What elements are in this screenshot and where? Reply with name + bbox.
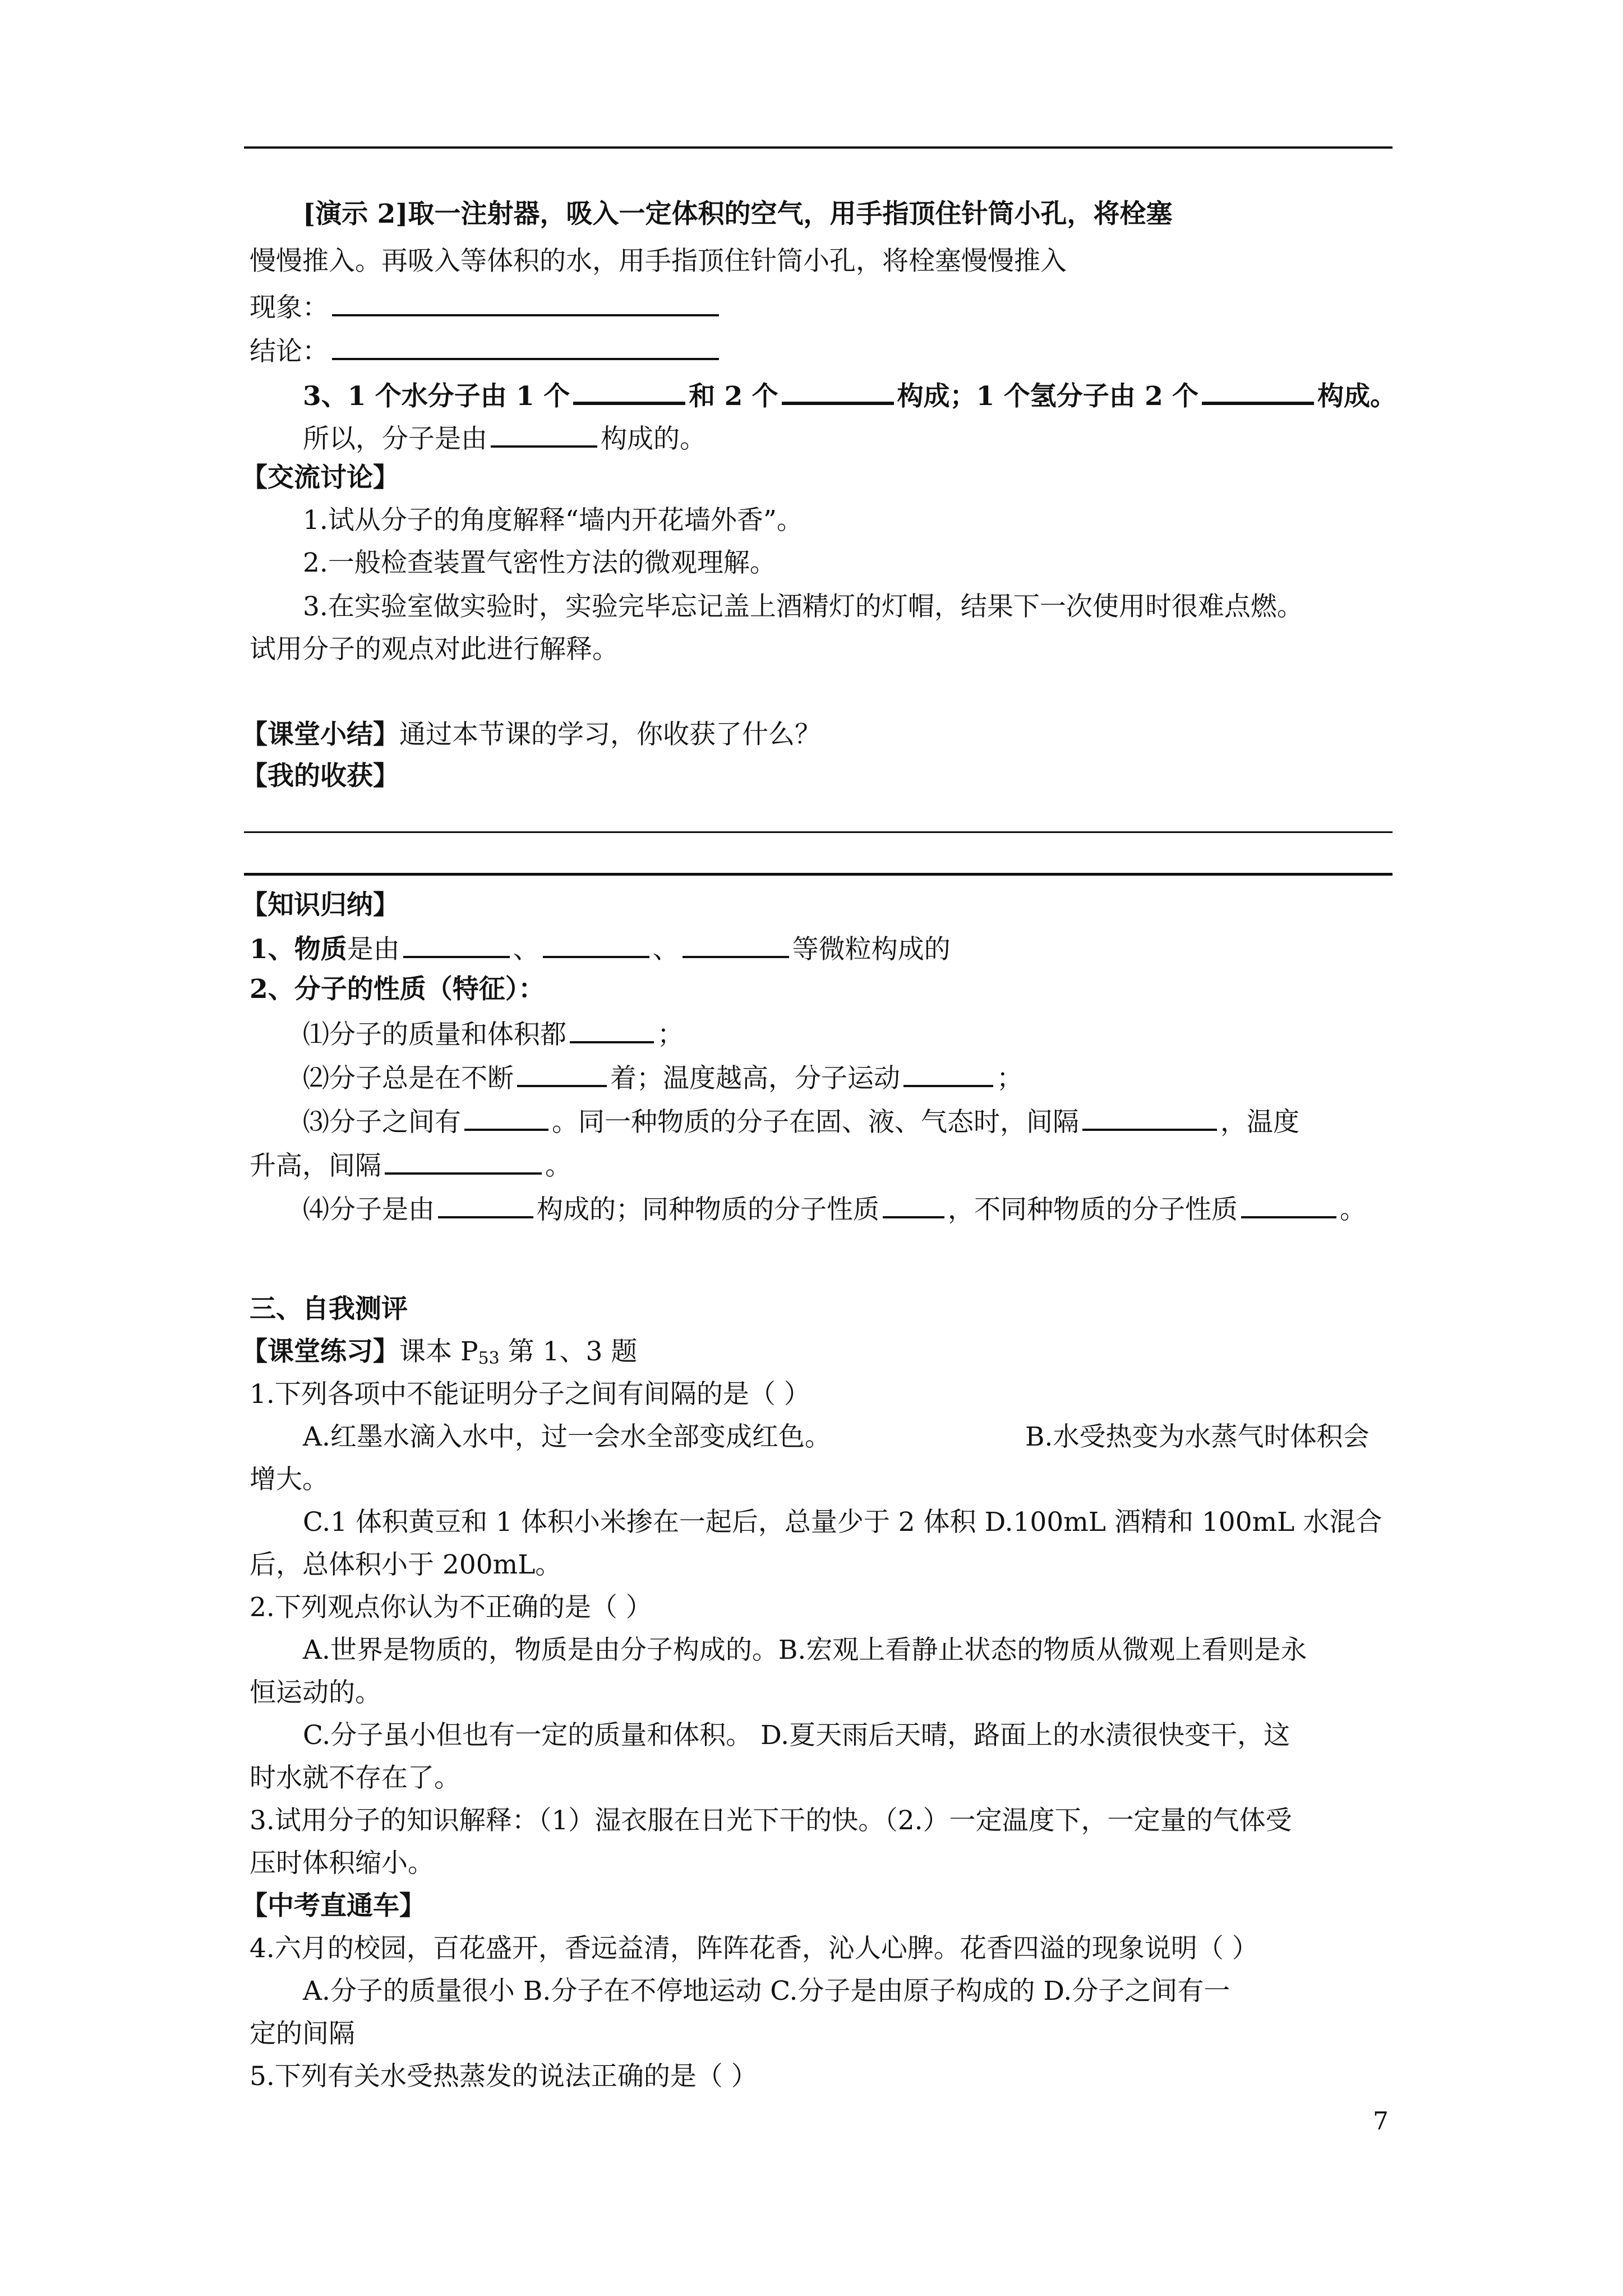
q1-option-a: A.红墨水滴入水中，过一会水全部变成红色。 [303, 1421, 831, 1452]
blank[interactable] [570, 1014, 654, 1043]
blank[interactable] [464, 1102, 548, 1131]
blank[interactable] [1241, 1189, 1336, 1218]
question-4: 4.六月的校园，百花盛开，香远益清，阵阵花香，沁人心脾。花香四溢的现象说明（ ） [250, 1933, 1258, 1964]
discussion-heading: 【交流讨论】 [241, 462, 399, 493]
header-rule [244, 146, 1393, 149]
blank[interactable] [385, 1145, 542, 1175]
conclusion-blank[interactable] [332, 331, 719, 360]
summary-line [241, 717, 821, 753]
property-1: ⑴分子的质量和体积都 ； [303, 1014, 684, 1053]
q3-line1: 3、1 个水分子由 1 个 和 2 个 构成；1 个氢分子由 2 个 构成。 [303, 375, 1396, 415]
blank[interactable] [491, 418, 597, 448]
question-2: 2.下列观点你认为不正确的是（ ） [250, 1592, 652, 1623]
property-2: ⑵分子总是在不断 着；温度越高，分子运动 ； [303, 1058, 1023, 1097]
q1-option-b: B.水受热变为水蒸气时体积会 [1025, 1421, 1370, 1452]
knowledge-line-2: 2、分子的性质（特征）： [250, 974, 545, 1005]
blank[interactable] [782, 375, 894, 405]
phenomenon-blank[interactable] [332, 287, 719, 316]
exam-heading: 【中考直通车】 [241, 1890, 426, 1921]
q1-option-c: C.1 体积黄豆和 1 体积小米掺在一起后，总量少于 2 体积 D.100mL 酒精和 100mL 水混合 [303, 1507, 1382, 1538]
knowledge-line-1: 1、物质是由 、 、 等微粒构成的 [250, 929, 951, 968]
blank[interactable] [573, 375, 685, 405]
answer-rule-2 [244, 873, 1393, 876]
blank[interactable] [517, 1058, 607, 1087]
blank[interactable] [903, 1058, 993, 1087]
conclusion-line [250, 331, 722, 370]
discussion-item-3-cont: 试用分子的观点对此进行解释。 [250, 634, 619, 665]
discussion-item-1: 1.试从分子的角度解释“墙内开花墙外香”。 [303, 505, 803, 536]
practice-line: 【课堂练习】课本 $P_{53}$ 第 1、3 题 [241, 1336, 638, 1368]
blank[interactable] [403, 929, 510, 958]
question-3-cont: 压时体积缩小。 [250, 1848, 434, 1879]
q2-option-c-cont: 时水就不存在了。 [250, 1763, 460, 1793]
blank[interactable] [543, 929, 649, 958]
answer-rule-1 [244, 831, 1393, 833]
question-5: 5.下列有关水受热蒸发的说法正确的是（ ） [250, 2061, 758, 2092]
blank[interactable] [683, 929, 789, 958]
q2-option-a-cont: 恒运动的。 [250, 1677, 381, 1708]
summary-text: 通过本节课的学习，你收获了什么？ [399, 719, 821, 750]
q2-option-a: A.世界是物质的，物质是由分子构成的。B.宏观上看静止状态的物质从微观上看则是永 [303, 1635, 1307, 1665]
question-1: 1.下列各项中不能证明分子之间有间隔的是（ ） [250, 1379, 810, 1410]
q4-options: A.分子的质量很小 B.分子在不停地运动 C.分子是由原子构成的 D.分子之间有一 [303, 1976, 1230, 2007]
phenomenon-line [250, 287, 722, 326]
q1-option-b-cont: 增大。 [250, 1464, 329, 1495]
page-number: 7 [1373, 2107, 1389, 2136]
gain-heading: 【我的收获】 [241, 761, 399, 792]
q1-option-c-cont: 后，总体积小于 200mL。 [250, 1549, 562, 1580]
q3-line2: 所以，分子是由 构成的。 [303, 418, 706, 457]
discussion-item-2: 2.一般检查装置气密性方法的微观理解。 [303, 547, 776, 578]
demo2-line2: 慢慢推入。再吸入等体积的水，用手指顶住针筒小孔，将栓塞慢慢推入 [250, 246, 1067, 277]
q4-options-cont: 定的间隔 [250, 2018, 355, 2049]
self-test-heading: 三、自我测评 [250, 1294, 408, 1324]
q2-option-c: C.分子虽小但也有一定的质量和体积。 D.夏天雨后天晴，路面上的水渍很快变干，这 [303, 1720, 1290, 1751]
phenomenon-label: 现象： [250, 292, 329, 323]
property-3-cont: 升高，间隔 。 [250, 1145, 571, 1184]
blank[interactable] [1082, 1102, 1217, 1131]
blank[interactable] [883, 1189, 944, 1218]
question-3: 3.试用分子的知识解释：（1）湿衣服在日光下干的快。（2.）一定温度下，一定量的气体受 [250, 1805, 1292, 1836]
property-3: ⑶分子之间有 。同一种物质的分子在固、液、气态时，间隔 ，温度 [303, 1102, 1299, 1140]
summary-heading: 【课堂小结】 [241, 719, 399, 750]
blank[interactable] [1202, 375, 1314, 405]
demo2-line1: [演示 2]取一注射器，吸入一定体积的空气，用手指顶住针筒小孔，将栓塞 [303, 199, 1173, 229]
conclusion-label: 结论： [250, 336, 329, 367]
knowledge-heading: 【知识归纳】 [241, 890, 399, 921]
blank[interactable] [438, 1189, 533, 1218]
discussion-item-3: 3.在实验室做实验时，实验完毕忘记盖上酒精灯的灯帽，结果下一次使用时很难点燃。 [303, 591, 1303, 622]
property-4: ⑷分子是由 构成的；同种物质的分子性质 ，不同种物质的分子性质 。 [303, 1189, 1366, 1228]
